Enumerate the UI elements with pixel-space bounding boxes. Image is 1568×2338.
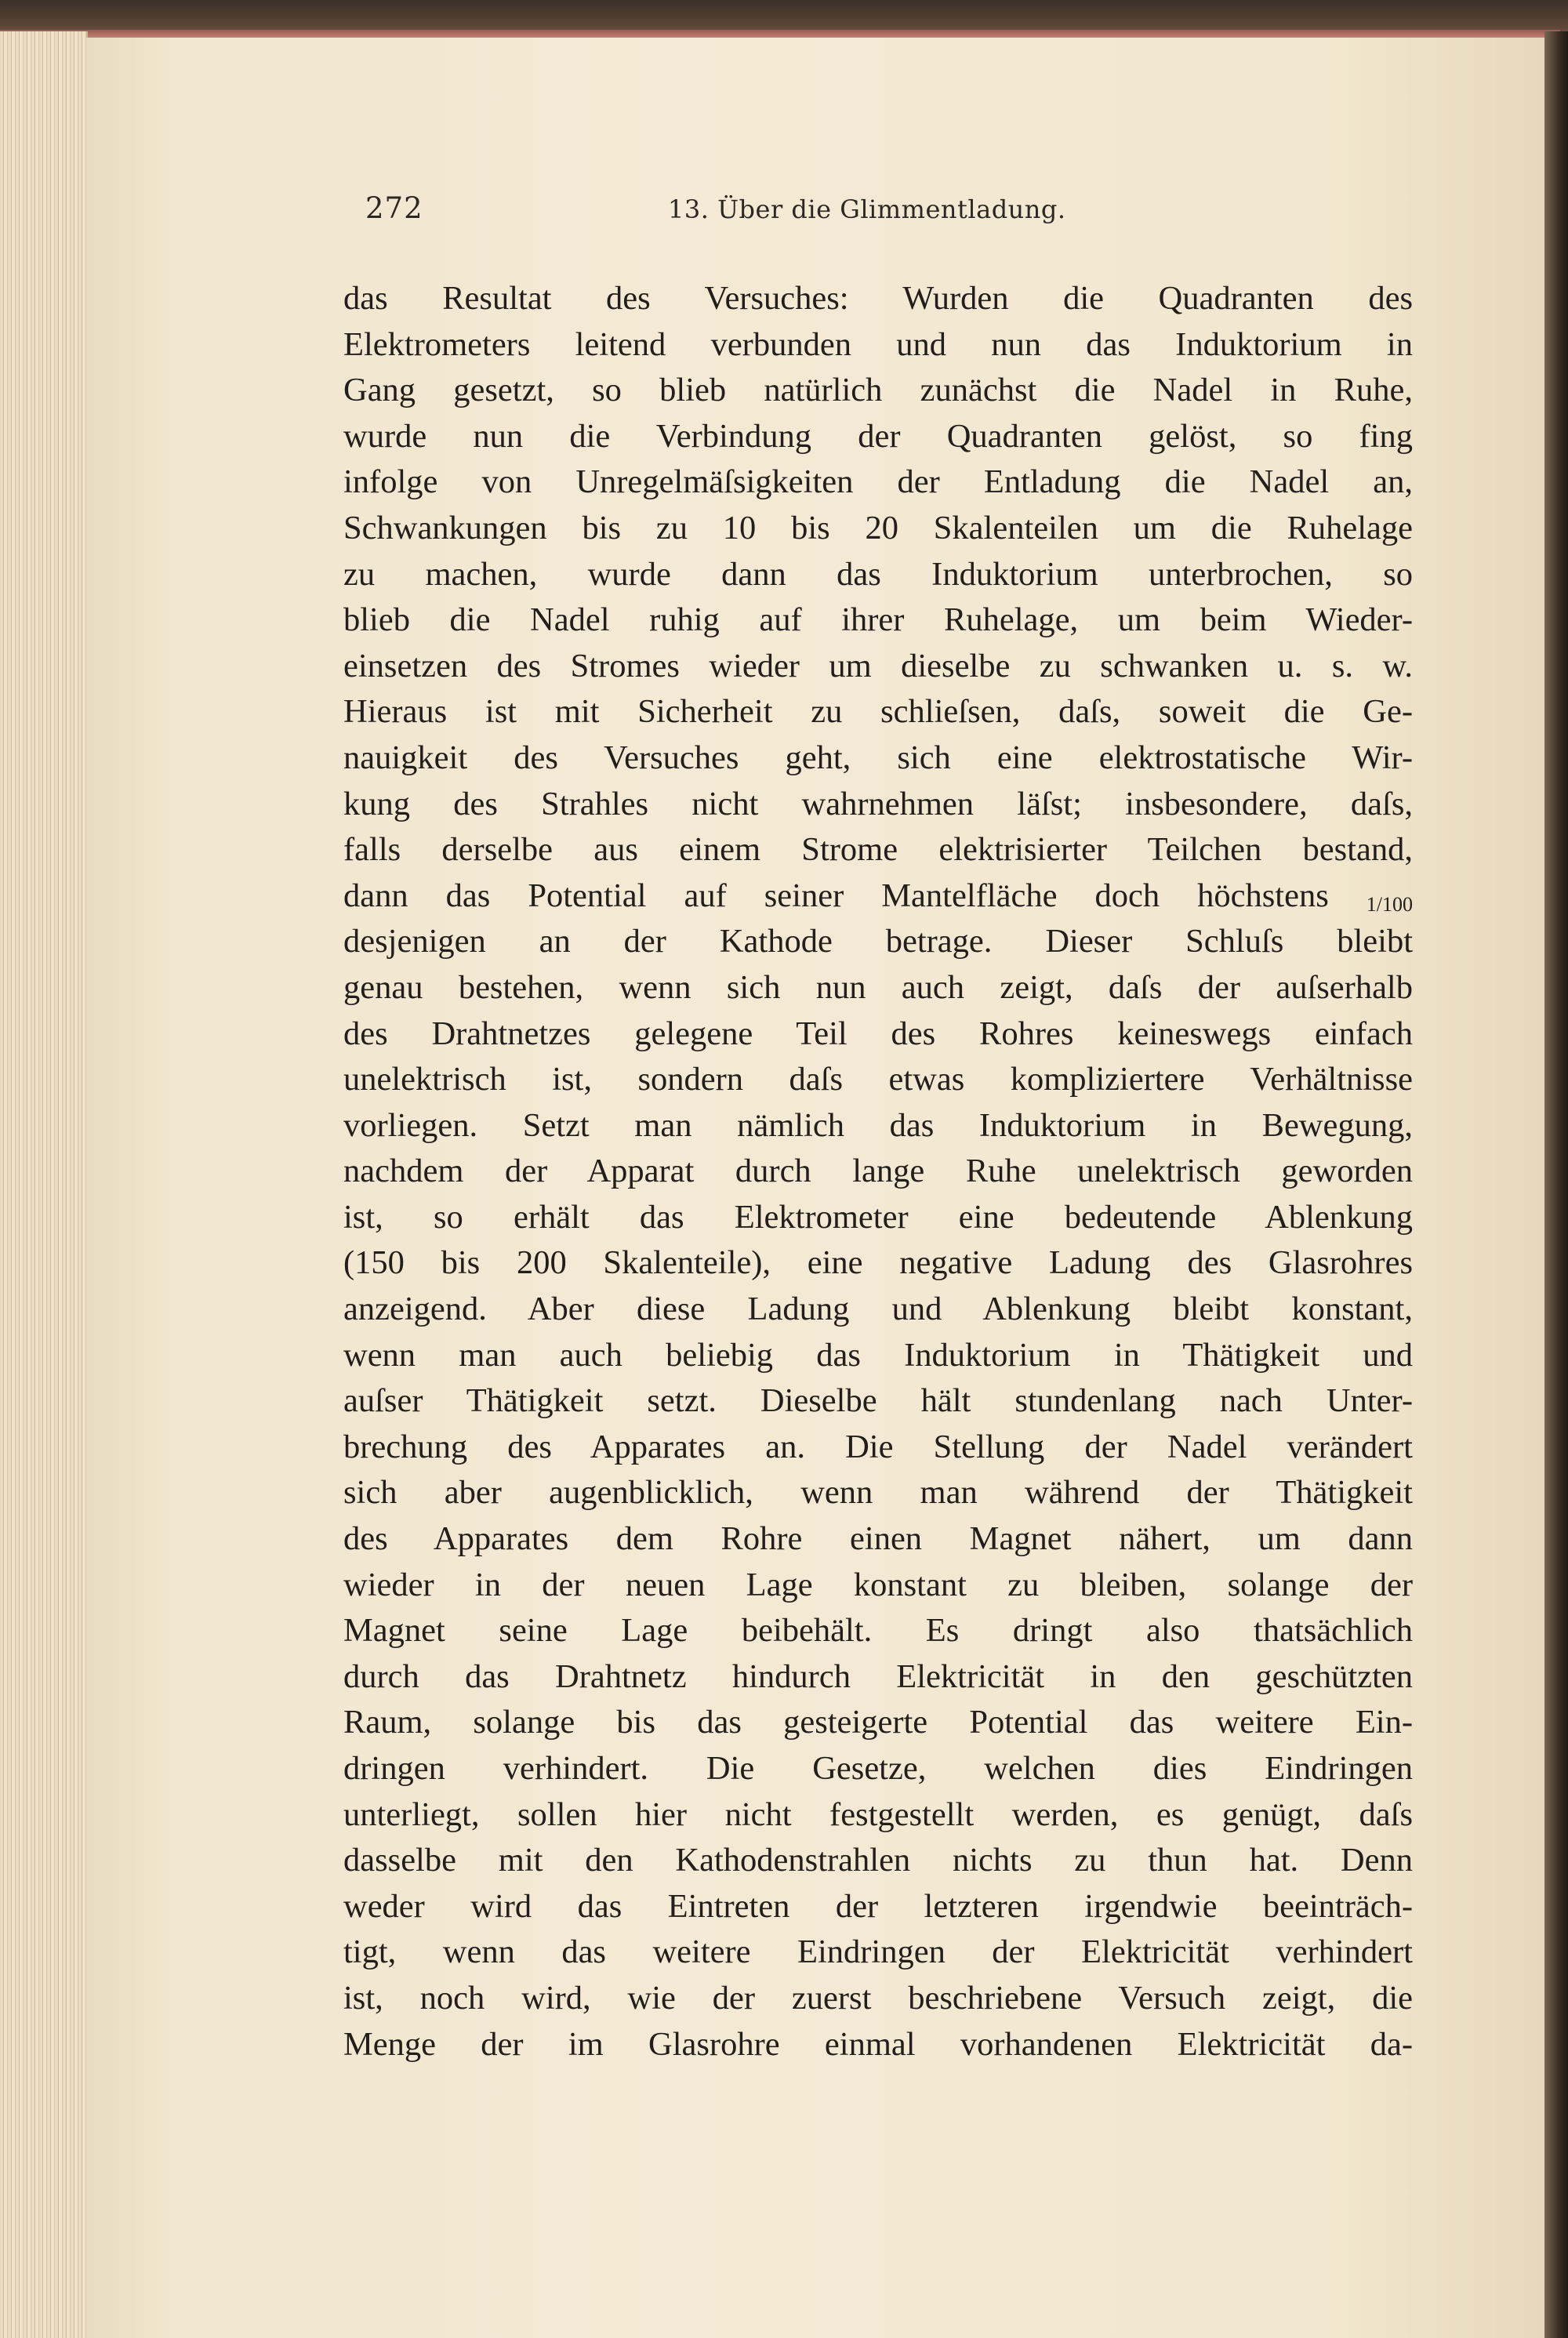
text-line: durch das Drahtnetz hindurch Elektricität in den geschützten	[343, 1657, 1413, 1695]
text-line: Menge der im Glasrohre einmal vorhandenen Elektricität da-	[343, 2025, 1413, 2063]
text-line: sich aber augenblicklich, wenn man während der Thätigkeit	[343, 1474, 1413, 1512]
page-number: 272	[365, 191, 423, 225]
page-top-edge	[0, 30, 1560, 38]
text-line: dasselbe mit den Kathodenstrahlen nichts zu thun hat. Denn	[343, 1842, 1413, 1879]
text-line: ist, so erhält das Elektrometer eine bedeutende Ablenkung	[343, 1198, 1413, 1236]
text-line: wenn man auch beliebig das Induktorium in Thätigkeit und	[343, 1336, 1413, 1374]
running-title: 13. Über die Glimmentladung.	[668, 194, 1066, 224]
text-line: anzeigend. Aber diese Ladung und Ablenkung bleibt konstant,	[343, 1291, 1413, 1328]
text-line: nauigkeit des Versuches geht, sich eine elektrostatische Wir-	[343, 739, 1413, 776]
book-binding-edge	[1544, 31, 1568, 2338]
text-line: einsetzen des Stromes wieder um dieselbe zu schwanken u. s. w.	[343, 647, 1413, 684]
text-line: desjenigen an der Kathode betrage. Dieser Schluſs bleibt	[343, 923, 1413, 960]
text-line: falls derselbe aus einem Strome elektrisierter Teilchen bestand,	[343, 831, 1413, 869]
text-line: dringen verhindert. Die Gesetze, welchen dies Eindringen	[343, 1750, 1413, 1787]
text-line: wurde nun die Verbindung der Quadranten gelöst, so fing	[343, 417, 1413, 455]
text-line: Elektrometers leitend verbunden und nun das Induktorium in	[343, 325, 1413, 363]
text-line: unelektrisch ist, sondern daſs etwas kompliziertere Verhältnisse	[343, 1061, 1413, 1098]
text-line: unterliegt, sollen hier nicht festgestellt werden, es genügt, daſs	[343, 1795, 1413, 1833]
text-line: Schwankungen bis zu 10 bis 20 Skalenteilen um die Ruhelage	[343, 509, 1413, 546]
text-line: das Resultat des Versuches: Wurden die Quadranten des	[343, 280, 1413, 317]
text-line-segment: dann das Potential auf seiner Mantelfläche doch höchstens	[343, 877, 1329, 914]
text-line: auſser Thätigkeit setzt. Dieselbe hält stundenlang nach Unter-	[343, 1382, 1413, 1420]
text-line: blieb die Nadel ruhig auf ihrer Ruhelage, um beim Wieder-	[343, 601, 1413, 639]
text-line: kung des Strahles nicht wahrnehmen läſst; insbesondere, daſs,	[343, 785, 1413, 822]
text-line: vorliegen. Setzt man nämlich das Induktorium in Bewegung,	[343, 1106, 1413, 1144]
text-line: des Apparates dem Rohre einen Magnet nähert, um dann	[343, 1520, 1413, 1558]
text-line: genau bestehen, wenn sich nun auch zeigt, daſs der auſserhalb	[343, 968, 1413, 1006]
body-text	[343, 276, 1413, 2068]
text-line: Raum, solange bis das gesteigerte Potential das weitere Ein-	[343, 1704, 1413, 1741]
text-line: (150 bis 200 Skalenteile), eine negative Ladung des Glasrohres	[343, 1244, 1413, 1282]
text-line: nachdem der Apparat durch lange Ruhe unelektrisch geworden	[343, 1153, 1413, 1190]
text-line: infolge von Unregelmäſsigkeiten der Entladung die Nadel an,	[343, 463, 1413, 501]
text-line: wieder in der neuen Lage konstant zu bleiben, solange der	[343, 1566, 1413, 1603]
text-line: weder wird das Eintreten der letzteren irgendwie beeinträch-	[343, 1887, 1413, 1925]
text-line: Hieraus ist mit Sicherheit zu schlieſsen, daſs, soweit die Ge-	[343, 693, 1413, 731]
text-line-with-fraction	[343, 873, 1413, 920]
text-line: brechung des Apparates an. Die Stellung der Nadel verändert	[343, 1428, 1413, 1465]
text-line: Magnet seine Lage beibehält. Es dringt also thatsächlich	[343, 1612, 1413, 1650]
text-line: zu machen, wurde dann das Induktorium unterbrochen, so	[343, 555, 1413, 593]
text-line: tigt, wenn das weitere Eindringen der Elektricität verhindert	[343, 1933, 1413, 1971]
page-header	[365, 191, 1400, 229]
text-line: ist, noch wird, wie der zuerst beschriebene Versuch zeigt, die	[343, 1979, 1413, 2017]
text-line: Gang gesetzt, so blieb natürlich zunächst die Nadel in Ruhe,	[343, 372, 1413, 409]
page-stack-edges	[0, 31, 88, 2338]
fraction: 1/100	[1366, 892, 1413, 916]
text-line: des Drahtnetzes gelegene Teil des Rohres keineswegs einfach	[343, 1015, 1413, 1052]
